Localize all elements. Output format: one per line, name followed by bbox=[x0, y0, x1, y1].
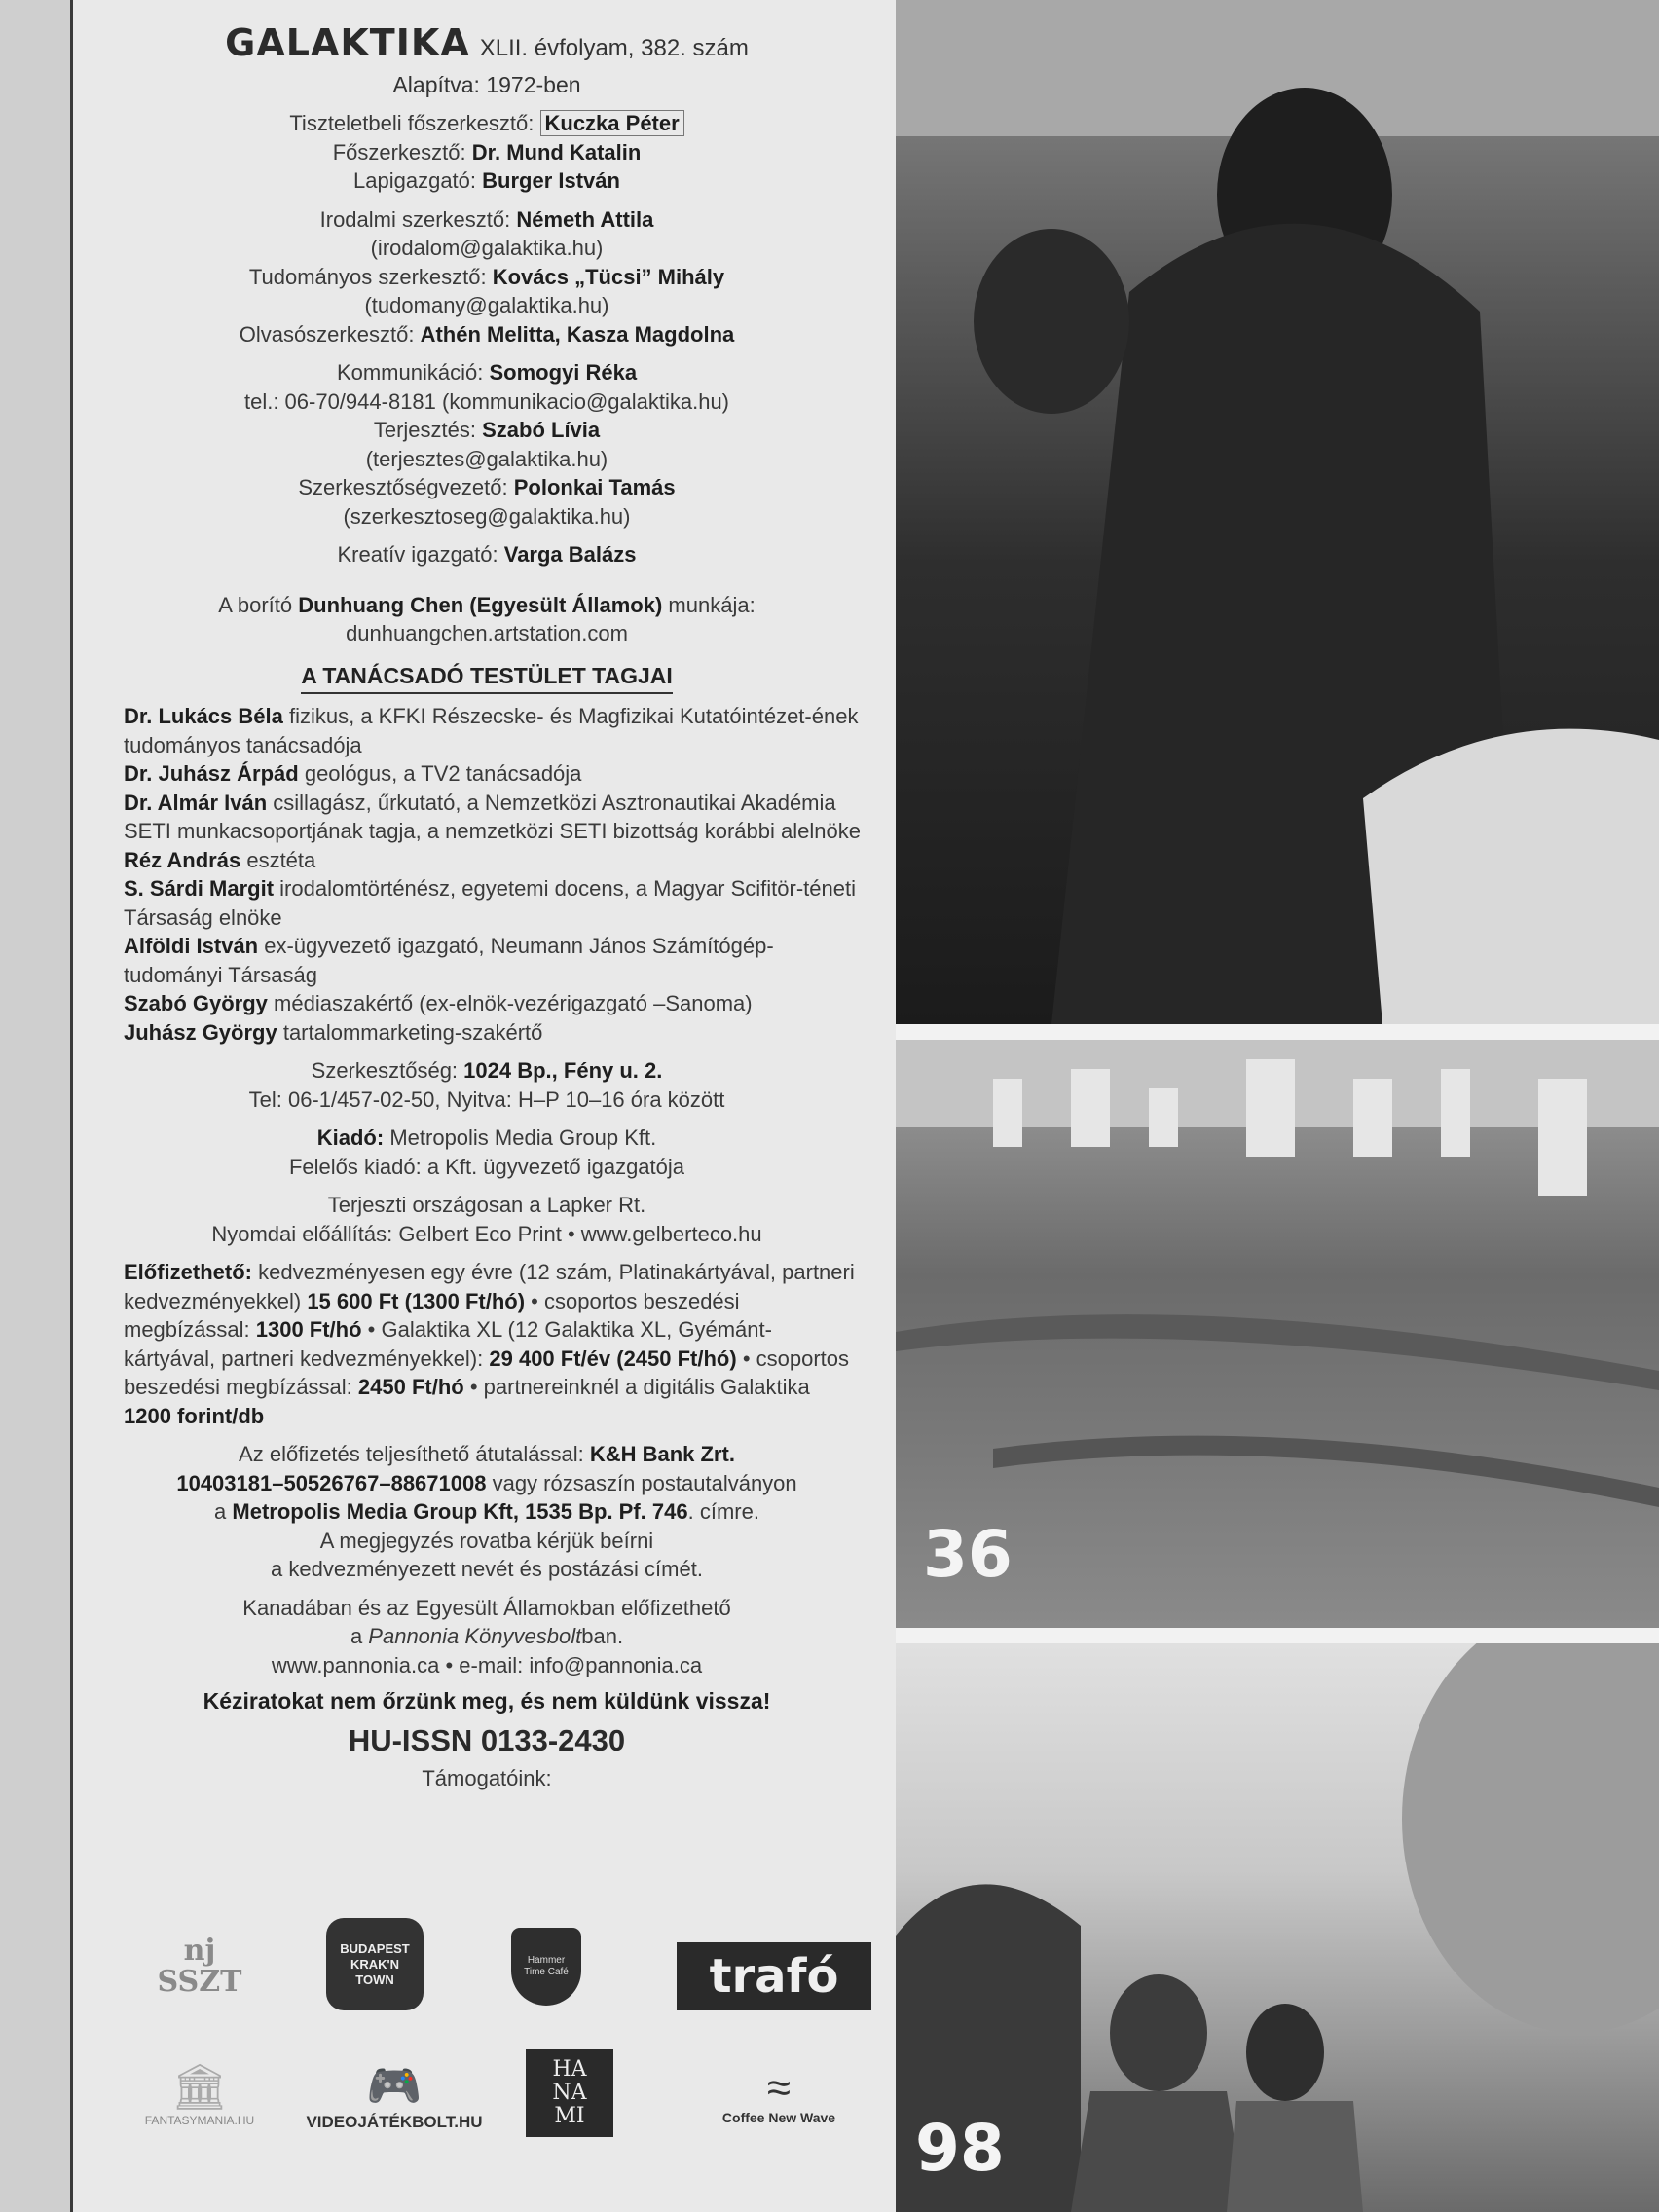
contact-line-communication: Kommunikáció: Somogyi Réka bbox=[336, 360, 638, 385]
hanami-logo: HA NA MI bbox=[526, 2049, 613, 2137]
page-number-98: 98 bbox=[915, 2111, 1005, 2186]
creative-director-line: Kreatív igazgató: Varga Balázs bbox=[337, 542, 637, 567]
office-address: Szerkesztőség: 1024 Bp., Fény u. 2. bbox=[311, 1058, 663, 1083]
board-member: Juhász György tartalommarketing-szakértő bbox=[124, 1019, 543, 1045]
transfer-line-2: 10403181–50526767–88671008 vagy rózsaszín postautalványon bbox=[176, 1470, 797, 1495]
waves-icon: ≈ bbox=[766, 2063, 792, 2112]
gamepad-icon: 🎮 bbox=[366, 2060, 423, 2111]
founded-line: Alapítva: 1972-ben bbox=[392, 71, 581, 97]
abroad-line-1: Kanadában és az Egyesült Államokban előfizethető bbox=[242, 1595, 731, 1620]
contact-tel-communication: tel.: 06-70/944-8181 (kommunikacio@galaktika.hu) bbox=[243, 388, 730, 414]
board-member: Dr. Almár Iván csillagász, űrkutató, a Nemzetközi Asztronautikai Akadémia SETI munkacsoportjának tagja, a nemzetközi SETI bizottság korábbi alelnöke bbox=[124, 790, 861, 843]
distribution-line: Terjeszti országosan a Lapker Rt. bbox=[327, 1193, 646, 1217]
subscription-block: Előfizethető: kedvezményesen egy évre (12 szám, Platinakártyával, partneri kedvezményekkel) 15 600 Ft (1300 Ft/hó) • csoportos beszedési megbízással: 1300 Ft/hó • Galaktika XL (12 Galaktika XL, Gyémánt-kártyával, partneri kedvezményekkel): 29 400 Ft/év (2450 Ft/hó) • csoportos beszedési megbízással: 2450 Ft/hó • partnereinknél a digitális Galaktika 1200 forint/db bbox=[124, 1260, 855, 1428]
trafo-logo: trafó bbox=[677, 1942, 871, 2010]
galaktika-logo: GALAKTIKA bbox=[225, 21, 470, 64]
contact-email-office-head: (szerkesztoseg@galaktika.hu) bbox=[343, 503, 631, 529]
photo-dancers-smoke bbox=[896, 1643, 1659, 2212]
photo-strip bbox=[896, 0, 1659, 2212]
board-member: S. Sárdi Margit irodalomtörténész, egyetemi docens, a Magyar Scifitör-téneti Társaság elnöke bbox=[124, 876, 856, 930]
volume-issue: XLII. évfolyam, 382. szám bbox=[479, 35, 749, 61]
abroad-line-2: a Pannonia Könyvesboltban. bbox=[350, 1624, 624, 1648]
photo-flooded-city bbox=[896, 1040, 1659, 1628]
board-member: Dr. Lukács Béla fizikus, a KFKI Részecske- és Magfizikai Kutatóintézet-ének tudományos tanácsadója bbox=[124, 704, 859, 757]
abroad-line-3: www.pannonia.ca • e-mail: info@pannonia.ca bbox=[271, 1652, 703, 1677]
manuscripts-notice: Kéziratokat nem őrzünk meg, és nem küldünk vissza! bbox=[203, 1688, 771, 1714]
imprint-page bbox=[73, 0, 896, 2212]
advisory-board-list bbox=[112, 702, 862, 1047]
sponsors-label: Támogatóink: bbox=[422, 1766, 552, 1790]
printing-line: Nyomdai előállítás: Gelbert Eco Print • www.gelberteco.hu bbox=[211, 1221, 762, 1246]
masthead bbox=[112, 21, 862, 64]
njszt-logo: nj SSZT bbox=[157, 1934, 242, 1999]
page-number-36: 36 bbox=[923, 1517, 1013, 1592]
contact-line-office-head: Szerkesztőségvezető: Polonkai Tamás bbox=[298, 475, 676, 499]
contact-email-distribution: (terjesztes@galaktika.hu) bbox=[365, 446, 608, 471]
fantasymania-logo: 🏛 FANTASYMANIA.HU bbox=[144, 2060, 255, 2127]
videojatekbolt-logo: 🎮 VIDEOJÁTÉKBOLT.HU bbox=[306, 2060, 483, 2131]
board-member: Szabó György médiaszakértő (ex-elnök-vezérigazgató –Sanoma) bbox=[124, 991, 753, 1015]
cover-artist-url: dunhuangchen.artstation.com bbox=[346, 621, 628, 645]
editor-email-literary: (irodalom@galaktika.hu) bbox=[370, 236, 604, 260]
binding-spine bbox=[0, 0, 73, 2212]
office-hours: Tel: 06-1/457-02-50, Nyitva: H–P 10–16 óra között bbox=[248, 1087, 725, 1112]
photo-shapes bbox=[896, 1643, 1659, 2212]
board-member: Dr. Juhász Árpád geológus, a TV2 tanácsadója bbox=[124, 761, 582, 786]
staff-line-chief: Főszerkesztő: Dr. Mund Katalin bbox=[332, 139, 642, 165]
staff-line-director: Lapigazgató: Burger István bbox=[353, 168, 620, 193]
editor-line-literary: Irodalmi szerkesztő: Németh Attila bbox=[319, 206, 654, 232]
board-member: Réz András esztéta bbox=[124, 847, 316, 872]
temple-icon: 🏛 bbox=[170, 2060, 229, 2112]
publisher-responsible: Felelős kiadó: a Kft. ügyvezető igazgatója bbox=[288, 1154, 685, 1179]
advisory-board-title: A TANÁCSADÓ TESTÜLET TAGJAI bbox=[301, 662, 673, 695]
publisher-line: Kiadó: Metropolis Media Group Kft. bbox=[316, 1125, 657, 1150]
editor-line-proofreaders: Olvasószerkesztő: Athén Melitta, Kasza Magdolna bbox=[239, 321, 735, 347]
editor-email-science: (tudomany@galaktika.hu) bbox=[364, 293, 609, 317]
imprint-column bbox=[112, 21, 862, 1793]
editor-line-science: Tudományos szerkesztő: Kovács „Tücsi” Mihály bbox=[248, 264, 725, 289]
honorary-editor-name: Kuczka Péter bbox=[540, 110, 684, 136]
photo-mother-and-child bbox=[896, 0, 1659, 1024]
issn: HU-ISSN 0133-2430 bbox=[348, 1722, 626, 1757]
hammertime-logo: Hammer Time Café bbox=[511, 1928, 581, 2006]
krakntown-logo: BUDAPEST KRAK'N TOWN bbox=[326, 1918, 424, 2010]
staff-line-honorary: Tiszteletbeli főszerkesztő: Kuczka Péter bbox=[112, 109, 862, 138]
photo-shapes bbox=[896, 0, 1659, 1024]
contact-line-distribution: Terjesztés: Szabó Lívia bbox=[373, 418, 601, 442]
cover-credit: A borító Dunhuang Chen (Egyesült Államok) munkája: bbox=[218, 592, 756, 617]
transfer-line-3: a Metropolis Media Group Kft, 1535 Bp. Pf. 746. címre. bbox=[214, 1499, 759, 1524]
coffeenewwave-logo: ≈ Coffee New Wave bbox=[721, 2063, 836, 2125]
board-member: Alföldi István ex-ügyvezető igazgató, Neumann János Számítógép-tudományi Társaság bbox=[124, 934, 774, 987]
transfer-line-4: A megjegyzés rovatba kérjük beírni bbox=[319, 1528, 654, 1553]
transfer-line-1: Az előfizetés teljesíthető átutalással: K&H Bank Zrt. bbox=[239, 1442, 735, 1466]
transfer-line-5: a kedvezményezett nevét és postázási címét. bbox=[271, 1557, 703, 1581]
